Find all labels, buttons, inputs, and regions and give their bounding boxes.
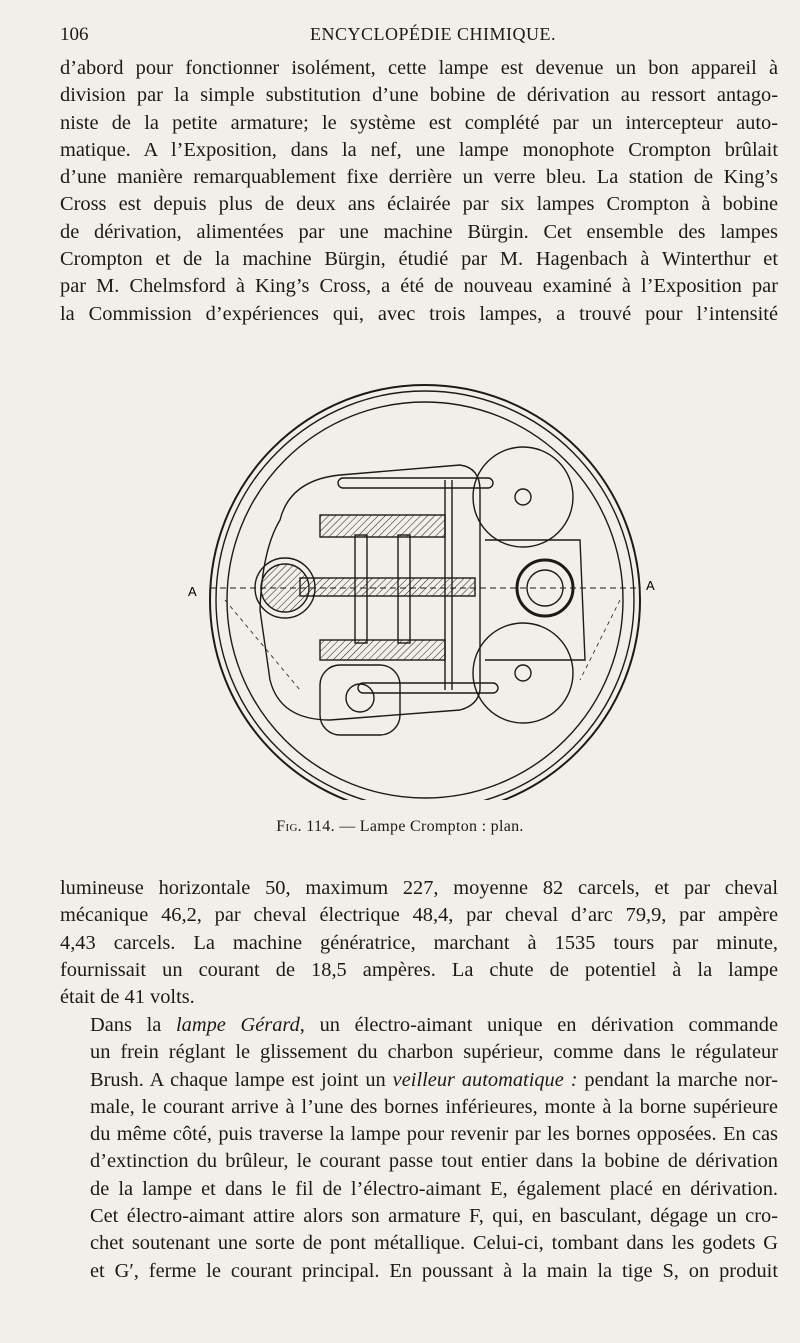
upper-pulley-hub: [515, 489, 531, 505]
lower-pulley-hub: [515, 665, 531, 681]
emphasis-veilleur: veilleur automatique :: [392, 1068, 578, 1091]
text-line: et G′, ferme le courant principal. En poussant à la main la tige S, on produit: [90, 1259, 778, 1282]
text-line: 4,43 carcels. La machine génératrice, marchant à 1535 tours par minute,: [60, 931, 778, 954]
text-line: était de 41 volts.: [60, 986, 195, 1009]
text-line: division par la simple substitution d’une bobine de dérivation au ressort antago-: [60, 84, 778, 107]
figure-caption: [0, 818, 800, 836]
emphasis-lampe-gerard: lampe Gérard: [176, 1014, 300, 1036]
text-line: lumineuse horizontale 50, maximum 227, moyenne 82 carcels, et par cheval: [60, 877, 778, 899]
text-line: du même côté, puis traverse la lampe pour revenir par les bornes opposées. En cas: [90, 1123, 778, 1146]
crompton-lamp-figure: [180, 360, 660, 800]
text-line: par M. Chelmsford à King’s Cross, a été de nouveau examiné à l’Exposition par: [60, 275, 778, 298]
section-label-right: A: [646, 578, 655, 593]
text-line: un frein réglant le glissement du charbon supérieur, comme dans le régulateur: [90, 1041, 778, 1064]
text-line: d’une manière remarquablement fixe derrière un verre bleu. La station de King’s: [60, 166, 778, 189]
text-line: [60, 1012, 778, 1039]
text-run: pendant la marche nor-: [577, 1068, 778, 1091]
paragraph-bottom: [60, 1012, 778, 1285]
text-line: Crompton et de la machine Bürgin, étudié par M. Hagenbach à Winterthur et: [60, 248, 778, 271]
upper-pulley: [473, 447, 573, 547]
upper-carbon-rod: [338, 478, 493, 488]
running-title: ENCYCLOPÉDIE CHIMIQUE.: [310, 24, 556, 44]
lower-bracket-hub: [346, 684, 374, 712]
text-line: male, le courant arrive à l’une des bornes inférieures, monte à la borne supérieure: [90, 1095, 778, 1118]
page-number: 106: [60, 24, 89, 45]
text-line: fournissait un courant de 18,5 ampères. La chute de potentiel à la lampe: [60, 958, 778, 981]
text-run: Brush. A chaque lampe est joint un: [90, 1068, 393, 1091]
guide-line-left: [225, 600, 300, 690]
text-run: Dans la: [90, 1014, 176, 1036]
text-line: d’abord pour fonctionner isolément, cette lampe est devenue un bon appareil à: [60, 57, 778, 79]
gear-train: [300, 578, 475, 596]
paragraph-top: [60, 55, 778, 328]
text-line: Cross est depuis plus de deux ans éclairée par six lampes Crompton à bobine: [60, 193, 778, 216]
text-run: , un électro-aimant unique en dérivation commande: [299, 1014, 778, 1036]
text-line: de la lampe et dans le fil de l’électro-aimant E, également placé en dérivation.: [90, 1177, 778, 1200]
figure-caption-text: — Lampe Crompton : plan.: [334, 818, 524, 835]
text-line: niste de la petite armature; le système est complété par un intercepteur auto-: [60, 111, 778, 134]
text-line: mécanique 46,2, par cheval électrique 48,4, par cheval d’arc 79,9, par ampère: [60, 904, 778, 927]
text-line: chet soutenant une sorte de pont métallique. Celui-ci, tombant dans les godets G: [90, 1232, 778, 1255]
text-line: la Commission d’expériences qui, avec trois lampes, a trouvé pour l’intensité: [60, 302, 778, 325]
upper-gear-plate: [320, 515, 445, 537]
lower-pulley: [473, 623, 573, 723]
text-line: d’extinction du brûleur, le courant passe tout entier dans la bobine de dérivation: [90, 1150, 778, 1173]
text-line: [60, 1067, 778, 1094]
guide-line-right: [580, 600, 620, 680]
text-line: de dérivation, alimentées par une machine Bürgin. Cet ensemble des lampes: [60, 220, 778, 243]
text-line: matique. A l’Exposition, dans la nef, une lampe monophote Crompton brûlait: [60, 138, 778, 161]
paragraph-mid: [60, 875, 778, 1011]
section-label-left: A: [188, 584, 197, 599]
figure-number: Fig. 114.: [276, 818, 335, 835]
text-line: Cet électro-aimant attire alors son armature F, qui, en basculant, dégage un cro-: [90, 1205, 778, 1228]
lower-bracket: [320, 665, 400, 735]
page-header: [60, 18, 780, 54]
lower-gear-plate: [320, 640, 445, 660]
